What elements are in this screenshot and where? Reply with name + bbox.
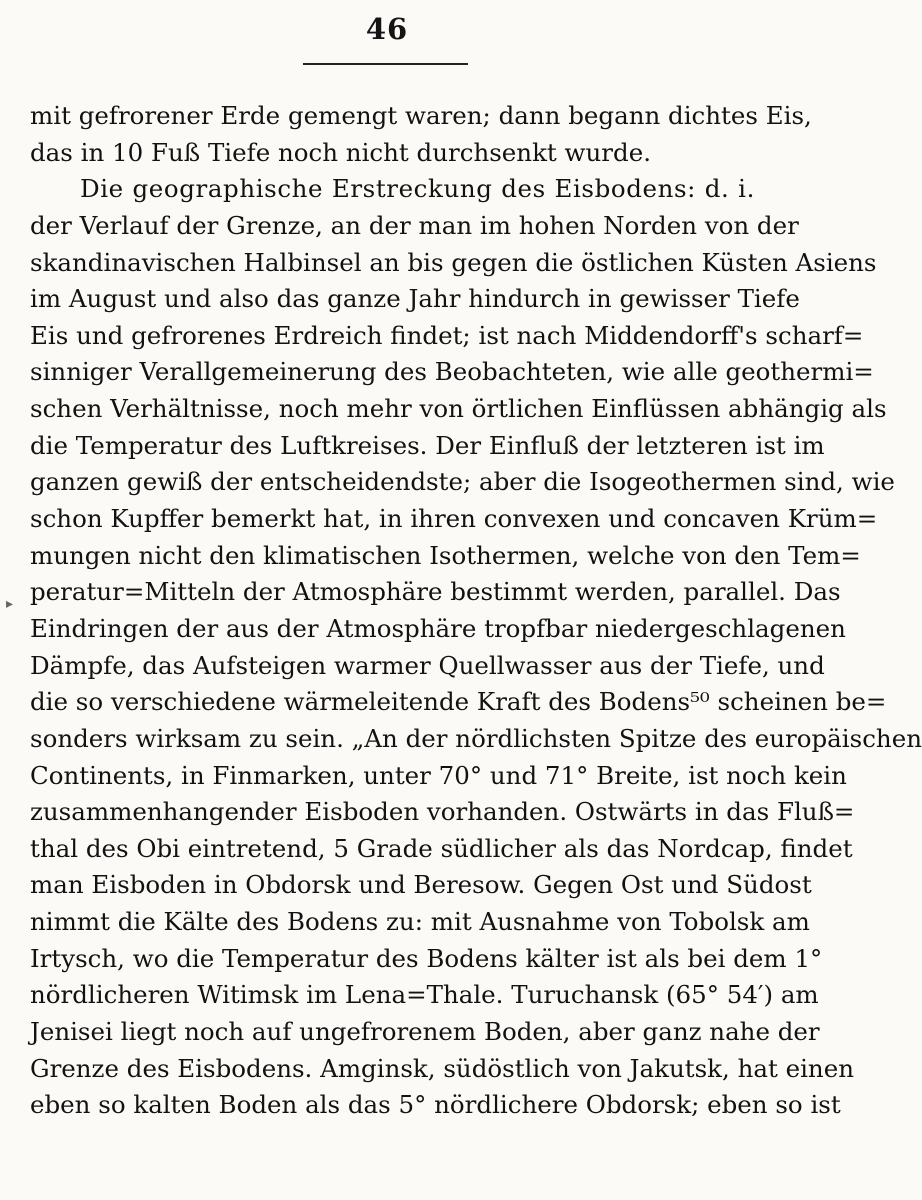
text-line: ganzen gewiß der entscheidendste; aber die Isogeothermen sind, wie: [30, 467, 895, 497]
page-number: 46: [365, 12, 409, 46]
body-text: [30, 98, 922, 1124]
text-line: die so verschiedene wärmeleitende Kraft des Bodens⁵⁰ scheinen be=: [30, 687, 887, 717]
text-line: Continents, in Finmarken, unter 70° und 71° Breite, ist noch kein: [30, 760, 847, 790]
text-line: der Verlauf der Grenze, an der man im hohen Norden von der: [30, 210, 799, 240]
text-line: im August und also das ganze Jahr hindurch in gewisser Tiefe: [30, 284, 800, 314]
text-line: eben so kalten Boden als das 5° nördlichere Obdorsk; eben so ist: [30, 1090, 841, 1120]
text-line: thal des Obi eintretend, 5 Grade südlicher als das Nordcap, findet: [30, 833, 853, 863]
text-line: die Temperatur des Luftkreises. Der Einfluß der letzteren ist im: [30, 430, 825, 460]
text-line: sonders wirksam zu sein. „An der nördlichsten Spitze des europäischen: [30, 723, 922, 753]
text-line: skandinavischen Halbinsel an bis gegen die östlichen Küsten Asiens: [30, 247, 877, 277]
text-line: schon Kupffer bemerkt hat, in ihren convexen und concaven Krüm=: [30, 504, 878, 534]
text-line: Die geographische Erstreckung des Eisbodens: d. i.: [80, 174, 755, 204]
text-line: nördlicheren Witimsk im Lena=Thale. Turuchansk (65° 54′) am: [30, 980, 819, 1010]
text-line: mit gefrorener Erde gemengt waren; dann begann dichtes Eis,: [30, 101, 812, 130]
text-line: sinniger Verallgemeinerung des Beobachteten, wie alle geothermi=: [30, 357, 874, 387]
text-line: peratur=Mitteln der Atmosphäre bestimmt werden, parallel. Das: [30, 577, 841, 607]
text-line: Eis und gefrorenes Erdreich findet; ist nach Middendorff's scharf=: [30, 320, 864, 350]
margin-mark: ▸: [6, 596, 14, 612]
text-line: Jenisei liegt noch auf ungefrorenem Boden, aber ganz nahe der: [30, 1017, 820, 1047]
text-line: man Eisboden in Obdorsk und Beresow. Gegen Ost und Südost: [30, 870, 812, 900]
text-line: Dämpfe, das Aufsteigen warmer Quellwasser aus der Tiefe, und: [30, 650, 825, 680]
header-rule: [303, 63, 468, 65]
text-line: mungen nicht den klimatischen Isothermen, welche von den Tem=: [30, 540, 861, 570]
text-line: das in 10 Fuß Tiefe noch nicht durchsenkt wurde.: [30, 137, 651, 167]
text-line: zusammenhangender Eisboden vorhanden. Ostwärts in das Fluß=: [30, 797, 855, 827]
text-line: Grenze des Eisbodens. Amginsk, südöstlich von Jakutsk, hat einen: [30, 1053, 854, 1083]
text-line: nimmt die Kälte des Bodens zu: mit Ausnahme von Tobolsk am: [30, 907, 810, 937]
text-line: schen Verhältnisse, noch mehr von örtlichen Einflüssen abhängig als: [30, 394, 887, 424]
text-line: Eindringen der aus der Atmosphäre tropfbar niedergeschlagenen: [30, 613, 846, 643]
text-line: Irtysch, wo die Temperatur des Bodens kälter ist als bei dem 1°: [30, 943, 823, 973]
